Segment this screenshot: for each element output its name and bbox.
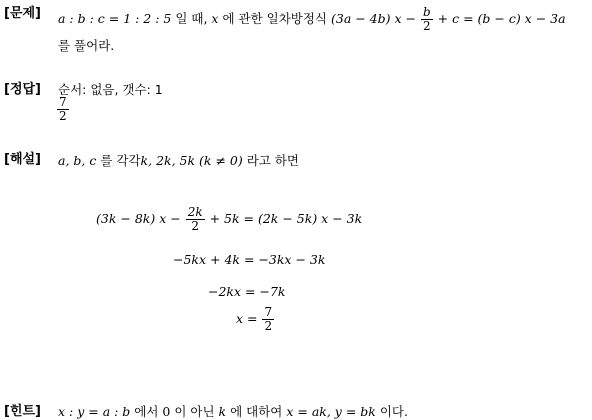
answer-fraction <box>56 96 70 123</box>
fraction-7-over-2 <box>57 96 69 123</box>
fraction-2k-over-2 <box>186 206 205 233</box>
solution-label: [해설] <box>4 152 41 167</box>
hint-line <box>58 402 408 420</box>
hint-expr-1: x : y = a : b <box>58 404 131 419</box>
fraction-numerator: 7 <box>59 95 67 109</box>
solution-equation-3: −2kx = −7k <box>208 284 286 299</box>
fraction-numerator: 7 <box>264 305 273 319</box>
fraction-b-over-2 <box>421 6 433 33</box>
eq1-right: + 5k = (2k − 5k) x − 3k <box>209 211 363 226</box>
problem-label: [문제] <box>4 6 41 21</box>
solution-equation-1 <box>96 206 362 233</box>
problem-text-2: 에 관한 일차방정식 <box>218 11 331 26</box>
fraction-denominator: 2 <box>264 319 273 333</box>
fraction-denominator: 2 <box>59 109 67 123</box>
solution-text-1: 를 각각 <box>96 153 141 168</box>
hint-expr-2: x = ak, y = bk <box>286 404 376 419</box>
fraction-numerator: 2k <box>187 205 203 219</box>
eq1-left: (3k − 8k) x − <box>96 211 181 226</box>
eq4-left: x = <box>236 311 258 326</box>
fraction-denominator: 2 <box>191 219 199 233</box>
equation-left: (3a − 4b) x − <box>330 11 416 26</box>
answer-text: 순서: 없음, 갯수: 1 <box>58 82 163 97</box>
solution-intro <box>58 151 299 169</box>
hint-label: [힌트] <box>4 404 41 419</box>
fraction-7-over-2 <box>262 306 274 333</box>
equation-right: + c = (b − c) x − 3a <box>437 11 566 26</box>
fraction-denominator: 2 <box>423 19 431 33</box>
problem-line-2: 를 풀어라. <box>58 38 115 53</box>
solution-text-2: 라고 하면 <box>242 153 299 168</box>
answer-label: [정답] <box>4 82 41 97</box>
fraction-numerator: b <box>422 5 431 19</box>
solution-equation-2: −5kx + 4k = −3kx − 3k <box>173 252 326 267</box>
hint-text-4: 이다. <box>375 404 408 419</box>
solution-values: k, 2k, 5k (k ≠ 0) <box>140 153 243 168</box>
hint-zero: 0 <box>162 404 171 419</box>
hint-text-3: 에 대하여 <box>226 404 287 419</box>
solution-equation-4 <box>236 306 275 333</box>
hint-k: k <box>218 404 227 419</box>
solution-vars: a, b, c <box>58 153 97 168</box>
ratio-expression: a : b : c = 1 : 2 : 5 <box>58 11 172 26</box>
hint-text-2: 이 아닌 <box>170 404 219 419</box>
hint-text-1: 에서 <box>130 404 163 419</box>
problem-text-1: 일 때, <box>171 11 212 26</box>
variable-x: x <box>211 11 219 26</box>
problem-line-1 <box>58 6 566 33</box>
